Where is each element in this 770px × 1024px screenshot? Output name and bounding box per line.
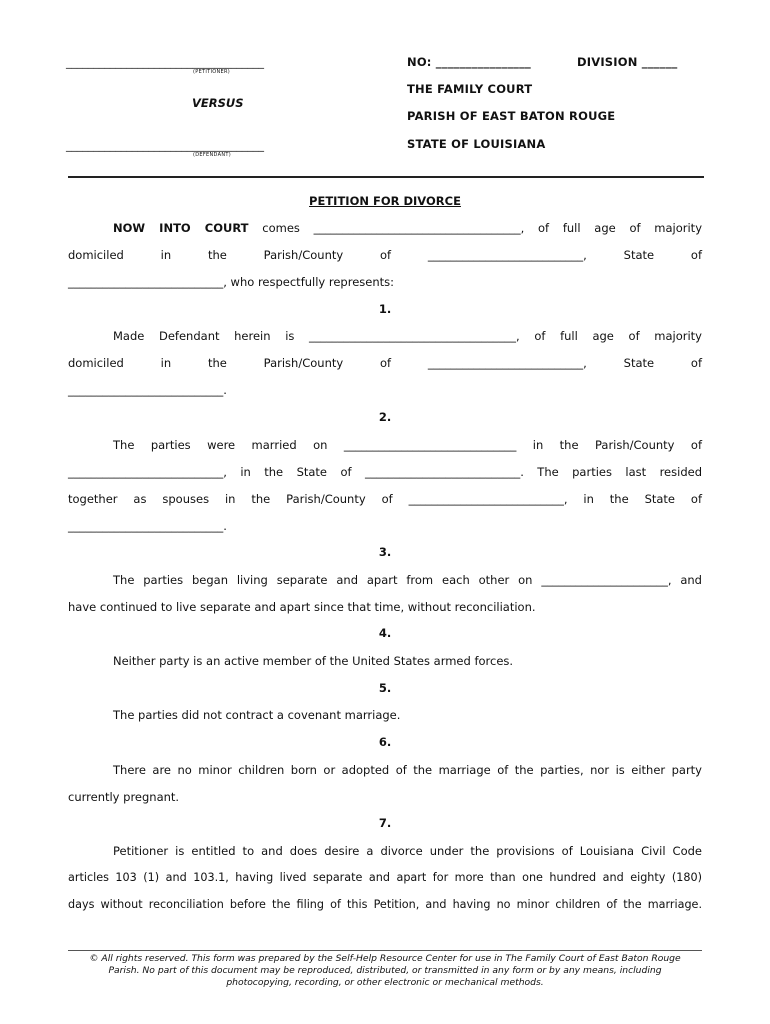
paragraph-6-line-2: currently pregnant. — [68, 790, 180, 804]
defendant-label: (DEFENDANT) — [193, 152, 231, 158]
paragraph-3-line-1[interactable]: The parties began living separate and apart from each other on ______________________, and — [113, 573, 702, 587]
paragraph-3-line-2: have continued to live separate and apart since that time, without reconciliation. — [68, 600, 536, 614]
intro-line-1-rest[interactable]: comes ____________________________________, of full age of majority — [262, 221, 702, 235]
paragraph-1-line-2[interactable]: domiciled in the Parish/County of ___________________________, State of — [68, 356, 702, 370]
paragraph-7-number: 7. — [378, 816, 392, 830]
footer-line-1: © All rights reserved. This form was prepared by the Self-Help Resource Center for use in The Family Court of East Baton Rouge — [89, 953, 681, 964]
court-name: THE FAMILY COURT — [407, 82, 533, 96]
paragraph-2-line-3[interactable]: together as spouses in the Parish/County of ___________________________, in the State of — [68, 492, 702, 506]
paragraph-4-number: 4. — [378, 626, 392, 640]
paragraph-1-number: 1. — [378, 302, 392, 316]
paragraph-5-number: 5. — [378, 681, 392, 695]
petitioner-label: (PETITIONER) — [193, 69, 231, 75]
footer-line-2: Parish. No part of this document may be reproduced, distributed, or transmitted in any form or by any means, including — [108, 965, 662, 976]
now-into-court: NOW INTO COURT — [113, 221, 249, 235]
document-title: PETITION FOR DIVORCE — [309, 194, 461, 208]
case-number-field[interactable]: NO: ________________ — [407, 55, 532, 69]
paragraph-6-line-1: There are no minor children born or adopted of the marriage of the parties, nor is either party — [113, 763, 702, 777]
copyright-footer — [68, 953, 702, 989]
paragraph-2-line-2[interactable]: ___________________________, in the State of ___________________________. The parties last resided — [68, 465, 702, 479]
paragraph-3-number: 3. — [378, 545, 392, 559]
footer-line-3: photocopying, recording, or other electronic or mechanical methods. — [226, 977, 544, 988]
paragraph-1-line-3[interactable]: ___________________________. — [68, 383, 227, 397]
intro-line-2[interactable]: domiciled in the Parish/County of ___________________________, State of — [68, 248, 702, 262]
paragraph-2-number: 2. — [378, 410, 392, 424]
versus-label: VERSUS — [192, 96, 244, 110]
paragraph-2-line-1[interactable]: The parties were married on ______________________________ in the Parish/County of — [113, 438, 702, 452]
paragraph-7-line-3: days without reconciliation before the filing of this Petition, and having no minor children of the marriage. — [68, 898, 702, 911]
paragraph-1-line-1[interactable]: Made Defendant herein is ____________________________________, of full age of majority — [113, 329, 702, 343]
paragraph-6-number: 6. — [378, 735, 392, 749]
paragraph-7-line-2: articles 103 (1) and 103.1, having lived separate and apart for more than one hundred and eighty (180) — [68, 871, 702, 884]
state-name: STATE OF LOUISIANA — [407, 137, 546, 151]
paragraph-4-line-1: Neither party is an active member of the United States armed forces. — [113, 654, 514, 668]
parish-name: PARISH OF EAST BATON ROUGE — [407, 109, 616, 123]
caption-divider — [68, 176, 704, 178]
paragraph-2-line-4[interactable]: ___________________________. — [68, 519, 227, 533]
intro-line-3[interactable]: ___________________________, who respectfully represents: — [68, 275, 395, 289]
petitioner-blank[interactable]: ____________________________________ — [66, 56, 264, 69]
division-field[interactable]: DIVISION ______ — [577, 55, 678, 69]
intro-line-1 — [68, 220, 702, 236]
paragraph-7-line-1: Petitioner is entitled to and does desire a divorce under the provisions of Louisiana Civil Code — [113, 844, 702, 858]
defendant-blank[interactable]: ____________________________________ — [66, 139, 264, 152]
footer-divider — [68, 950, 702, 951]
paragraph-5-line-1: The parties did not contract a covenant marriage. — [113, 708, 401, 722]
